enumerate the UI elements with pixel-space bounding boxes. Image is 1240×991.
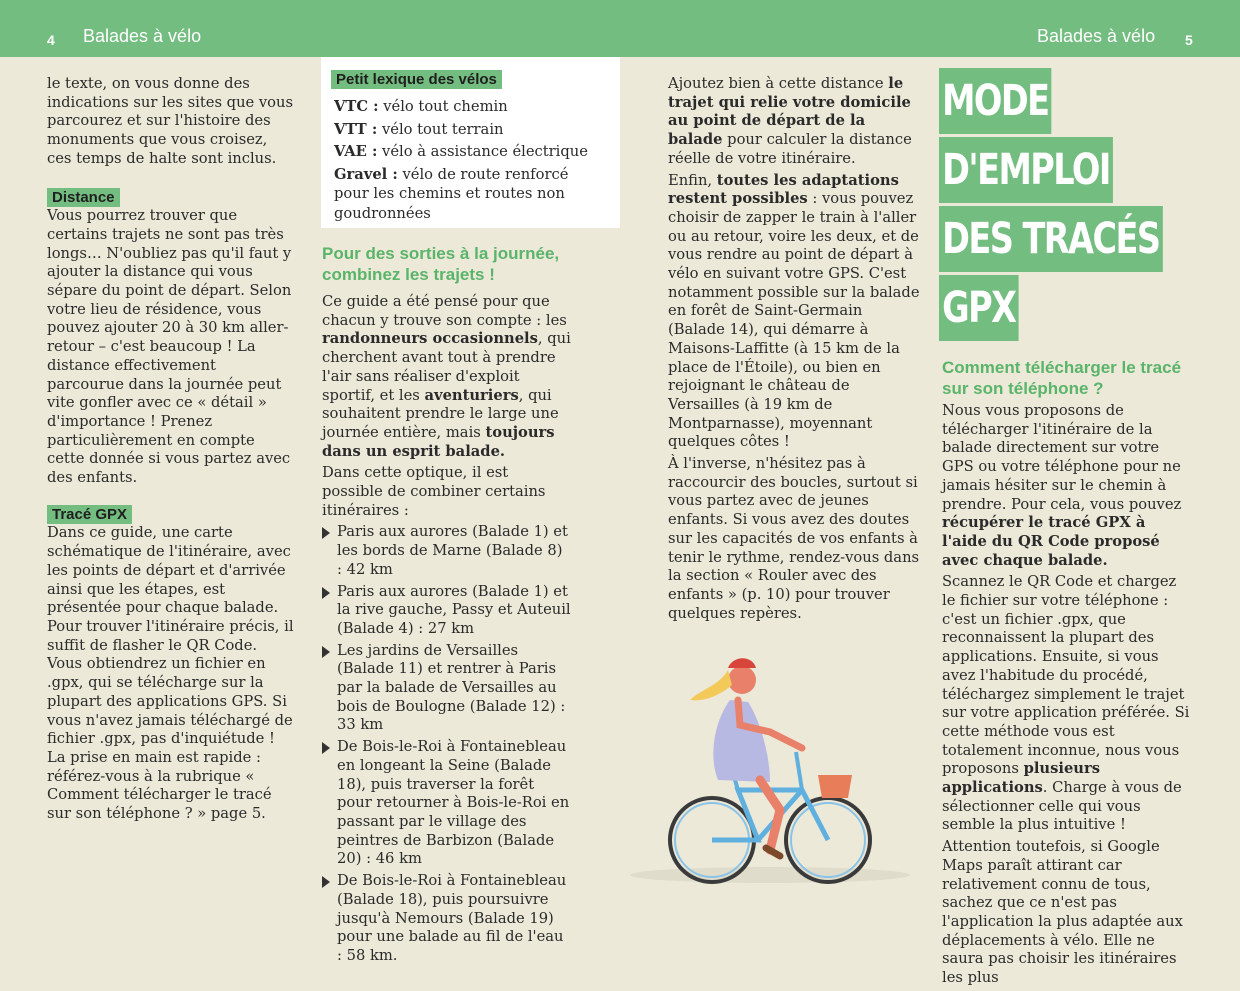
download-paragraph-2: Scannez le QR Code et chargez le fichier sur votre téléphone : c'est un fichier .gpx, que reconnaissent la plupart des applications. Ensuite, si vous avez l'habitude du procédé, téléchargez simplement le trajet sur votre application préférée. Si cette méthode vous est totalement inconnue, nous vous proposons plusieurs applications. Charge à vous de sélectionner celle qui vous semble la plus intuitive ! [942,573,1190,834]
page-number-left: 4 [47,32,55,48]
combo-list-item: Les jardins de Versailles (Balade 11) et rentrer à Paris par la balade de Versailles au bois de Boulogne (Balade 12) : 33 km [322,642,572,736]
download-paragraph-1: Nous vous proposons de télécharger l'itinéraire de la balade directement sur votre GPS ou votre téléphone pour ne jamais hésiter sur le chemin à prendre. Pour cela, vous pouvez récupérer le tracé GPX à l'aide du QR Code proposé avec chaque balade. [942,402,1182,569]
combo-list-item: De Bois-le-Roi à Fontainebleau (Balade 18), puis poursuivre jusqu'à Nemours (Balade 19) pour une balade au fil de l'eau : 58 km. [322,872,572,966]
cyclist-illustration [620,640,920,890]
running-title-right: Balades à vélo [1037,26,1156,46]
column-2 [322,243,572,969]
lexique-item: VTT : vélo tout terrain [334,120,504,138]
bullet-arrow-icon [322,876,330,888]
shorten-paragraph: À l'inverse, n'hésitez pas à raccourcir des boucles, surtout si vous partez avec de jeunes enfants. Si vous avez des doutes sur les capacités de vos enfants à tenir le rythme, rendez-vous dans la section « Rouler avec des enfants » (p. 10) pour trouver quelques repères. [668,455,920,622]
title-line: DES TRACÉS [939,206,1163,272]
header-bar [0,0,1240,57]
lexique-item: VAE : vélo à assistance électrique [334,143,588,160]
combine-heading: Pour des sorties à la journée, combinez les trajets ! [322,244,560,284]
title-line: MODE [939,68,1052,134]
lexique-item: Gravel : vélo de route renforcé pour les chemins et routes non goudronnées [334,165,569,222]
combine-paragraph: Ce guide a été pensé pour que chacun y trouve son compte : les randonneurs occasionnels, qui cherchent avant tout à prendre l'air sans réaliser d'exploit sportif, et les aventuriers, qui souhaitent prendre le large une journée entière, mais toujours dans un esprit balade. [322,293,571,460]
title-line: D'EMPLOI [939,137,1113,203]
download-paragraph-3: Attention toutefois, si Google Maps paraît attirant car relativement connu de tous, sachez que ce n'est pas l'application la plus adaptée aux déplacements à vélo. Elle ne saura pas choisir les itinéraires les plus [942,838,1183,987]
combine-intro: Dans cette optique, il est possible de combiner certains itinéraires : [322,464,546,519]
section-label-distance: Distance [47,188,120,207]
combo-list-item: Paris aux aurores (Balade 1) et la rive gauche, Passy et Auteuil (Balade 4) : 27 km [322,583,572,639]
bullet-arrow-icon [322,587,330,599]
column-4 [942,357,1194,991]
intro-paragraph: le texte, on vous donne des indications sur les sites que vous parcourez et sur l'histoire des monuments que vous croisez, ces temps de halte sont inclus. [47,75,294,167]
bullet-arrow-icon [322,527,330,539]
section-label-gpx: Tracé GPX [47,505,132,524]
distance-addition-paragraph: Ajoutez bien à cette distance le trajet qui relie votre domicile au point de départ de la balade pour calculer la distance réelle de votre itinéraire. [668,75,912,167]
bullet-arrow-icon [322,742,330,754]
column-3 [668,75,920,626]
lexique-box [321,57,620,228]
column-1 [47,75,295,827]
title-line: GPX [939,275,1019,341]
mode-emploi-title [939,68,1226,341]
combo-list-item: Paris aux aurores (Balade 1) et les bords de Marne (Balade 8) : 42 km [322,523,572,579]
distance-paragraph: Vous pourrez trouver que certains trajets ne sont pas très longs… N'oubliez pas qu'il faut y ajouter la distance qui vous sépare du point de départ. Selon votre lieu de résidence, vous pouvez ajouter 20 à 30 km aller-retour – c'est beaucoup ! La distance effectivement parcourue dans la journée peut vite gonfler avec ce « détail » d'importance ! Prenez particulièrement en compte cette donnée si vous partez avec des enfants. [47,207,292,487]
running-title-left: Balades à vélo [83,26,202,46]
bullet-arrow-icon [322,646,330,658]
lexique-title: Petit lexique des vélos [331,70,502,89]
lexique-list [334,97,604,226]
gpx-paragraph: Dans ce guide, une carte schématique de l'itinéraire, avec les points de départ et d'arrivée ainsi que les étapes, est présentée pour chaque balade. Pour trouver l'itinéraire précis, il suffit de flasher le QR Code. Vous obtiendrez un fichier en .gpx, qui se télécharge sur la plupart des applications GPS. Si vous n'avez jamais téléchargé de fichier .gpx, pas d'inquiétude ! La prise en main est rapide : référez-vous à la rubrique « Comment télécharger le tracé sur son téléphone ? » page 5. [47,524,294,823]
lexique-item: VTC : vélo tout chemin [334,98,508,115]
adaptations-paragraph: Enfin, toutes les adaptations restent possibles : vous pouvez choisir de zapper le train à l'aller ou au retour, voire les deux, et de vous rendre au point de départ à vélo en suivant votre GPS. C'est notamment possible sur la balade en forêt de Saint-Germain (Balade 14), qui démarre à Maisons-Laffitte (à 15 km de la place de l'Étoile), ou bien en rejoignant le château de Versailles (à 19 km de Montparnasse), moyennant quelques côtes ! [668,171,920,451]
page-number-right: 5 [1185,32,1193,48]
combo-list-item: De Bois-le-Roi à Fontainebleau en longeant la Seine (Balade 18), puis traverser la forêt pour retourner à Bois-le-Roi en passant par le village des peintres de Barbizon (Balade 20) : 46 km [322,738,572,869]
download-heading: Comment télécharger le tracé sur son téléphone ? [942,358,1182,398]
